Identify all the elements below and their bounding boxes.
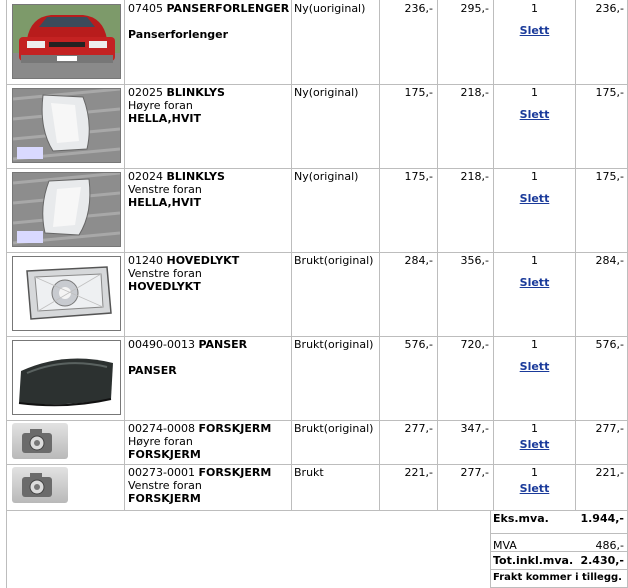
table-row [6,464,628,511]
image-cell [6,0,125,84]
price-inc-vat: 347,- [438,420,494,464]
condition: Brukt(original) [292,420,380,464]
product-image-indicator-light[interactable] [12,172,121,247]
vat-row [491,534,628,552]
price-ex-vat: 175,- [380,168,438,252]
totals-section [6,510,628,588]
quantity: 1 [531,2,538,15]
qty-cell [494,336,576,420]
condition: Ny(uoriginal) [292,0,380,84]
product-image-red-car[interactable] [12,4,121,79]
freight-note: Frakt kommer i tillegg. [493,572,622,583]
table-row [6,252,628,337]
vat-label: MVA [493,539,517,552]
part-detail: PANSER [128,364,177,377]
description-cell [125,336,292,420]
line-total: 277,- [576,420,628,464]
part-code: 01240 [128,254,163,267]
product-image-indicator-light[interactable] [12,88,121,163]
condition: Brukt [292,464,380,510]
price-ex-vat: 221,- [380,464,438,510]
condition: Brukt(original) [292,252,380,336]
image-cell [6,84,125,168]
part-detail: HELLA,HVIT [128,112,201,125]
line-total: 284,- [576,252,628,336]
total-inc-vat-row [491,552,628,570]
total-inc-vat-value: 2.430,- [580,554,624,567]
price-inc-vat: 218,- [438,168,494,252]
part-code: 00490-0013 [128,338,195,351]
description-cell [125,0,292,84]
part-code: 02025 [128,86,163,99]
price-ex-vat: 284,- [380,252,438,336]
price-ex-vat: 175,- [380,84,438,168]
quantity: 1 [531,338,538,351]
part-detail: HOVEDLYKT [128,280,201,293]
image-cell [6,252,125,336]
quantity: 1 [531,170,538,183]
table-row [6,168,628,253]
qty-cell [494,464,576,510]
line-total: 576,- [576,336,628,420]
delete-link[interactable]: Slett [519,24,550,37]
price-ex-vat: 576,- [380,336,438,420]
delete-link[interactable]: Slett [519,482,550,495]
freight-row [491,570,628,588]
product-image-hood[interactable] [12,340,121,415]
quantity: 1 [531,254,538,267]
part-code: 07405 [128,2,163,15]
image-cell [6,168,125,252]
part-name: FORSKJERM [198,422,272,435]
description-cell [125,84,292,168]
qty-cell [494,0,576,84]
delete-link[interactable]: Slett [519,360,550,373]
image-cell [6,464,125,510]
qty-cell [494,252,576,336]
part-name: BLINKLYS [166,86,225,99]
line-total: 221,- [576,464,628,510]
part-name: BLINKLYS [166,170,225,183]
vat-value: 486,- [595,539,624,552]
part-detail: FORSKJERM [128,448,201,461]
price-ex-vat: 236,- [380,0,438,84]
part-name: FORSKJERM [198,466,272,479]
camera-placeholder-icon [12,423,68,459]
table-row [6,0,628,85]
condition: Brukt(original) [292,336,380,420]
part-position: Venstre foran [128,183,202,196]
quantity: 1 [531,466,538,479]
delete-link[interactable]: Slett [519,108,550,121]
line-total: 175,- [576,168,628,252]
price-inc-vat: 295,- [438,0,494,84]
description-cell [125,168,292,252]
total-ex-vat-row [491,510,628,534]
part-code: 02024 [128,170,163,183]
image-cell [6,420,125,464]
total-ex-vat-label: Eks.mva. [493,512,549,525]
line-total: 236,- [576,0,628,84]
part-detail: HELLA,HVIT [128,196,201,209]
part-name: HOVEDLYKT [166,254,240,267]
part-position: Venstre foran [128,267,202,280]
condition: Ny(original) [292,168,380,252]
quantity: 1 [531,86,538,99]
part-code: 00273-0001 [128,466,195,479]
price-inc-vat: 356,- [438,252,494,336]
part-detail: Panserforlenger [128,28,229,41]
total-ex-vat-value: 1.944,- [580,512,624,525]
image-cell [6,336,125,420]
part-position [128,351,288,364]
part-position: Høyre foran [128,435,193,448]
delete-link[interactable]: Slett [519,192,550,205]
part-position: Høyre foran [128,99,193,112]
condition: Ny(original) [292,84,380,168]
price-ex-vat: 277,- [380,420,438,464]
quantity: 1 [531,422,538,435]
price-inc-vat: 218,- [438,84,494,168]
qty-cell [494,420,576,464]
part-name: PANSER [198,338,248,351]
cart-table [6,0,628,588]
part-position [128,15,288,28]
totals-spacer [6,510,491,588]
part-code: 00274-0008 [128,422,195,435]
part-position: Venstre foran [128,479,202,492]
description-cell [125,464,292,510]
product-image-headlight[interactable] [12,256,121,331]
qty-cell [494,168,576,252]
camera-placeholder-icon [12,467,68,503]
description-cell [125,420,292,464]
price-inc-vat: 720,- [438,336,494,420]
delete-link[interactable]: Slett [519,276,550,289]
price-inc-vat: 277,- [438,464,494,510]
table-row [6,336,628,421]
description-cell [125,252,292,336]
delete-link[interactable]: Slett [519,438,550,451]
line-total: 175,- [576,84,628,168]
table-row [6,84,628,169]
part-detail: FORSKJERM [128,492,201,505]
total-inc-vat-label: Tot.inkl.mva. [493,554,574,567]
qty-cell [494,84,576,168]
table-row [6,420,628,465]
part-name: PANSERFORLENGER [166,2,290,15]
